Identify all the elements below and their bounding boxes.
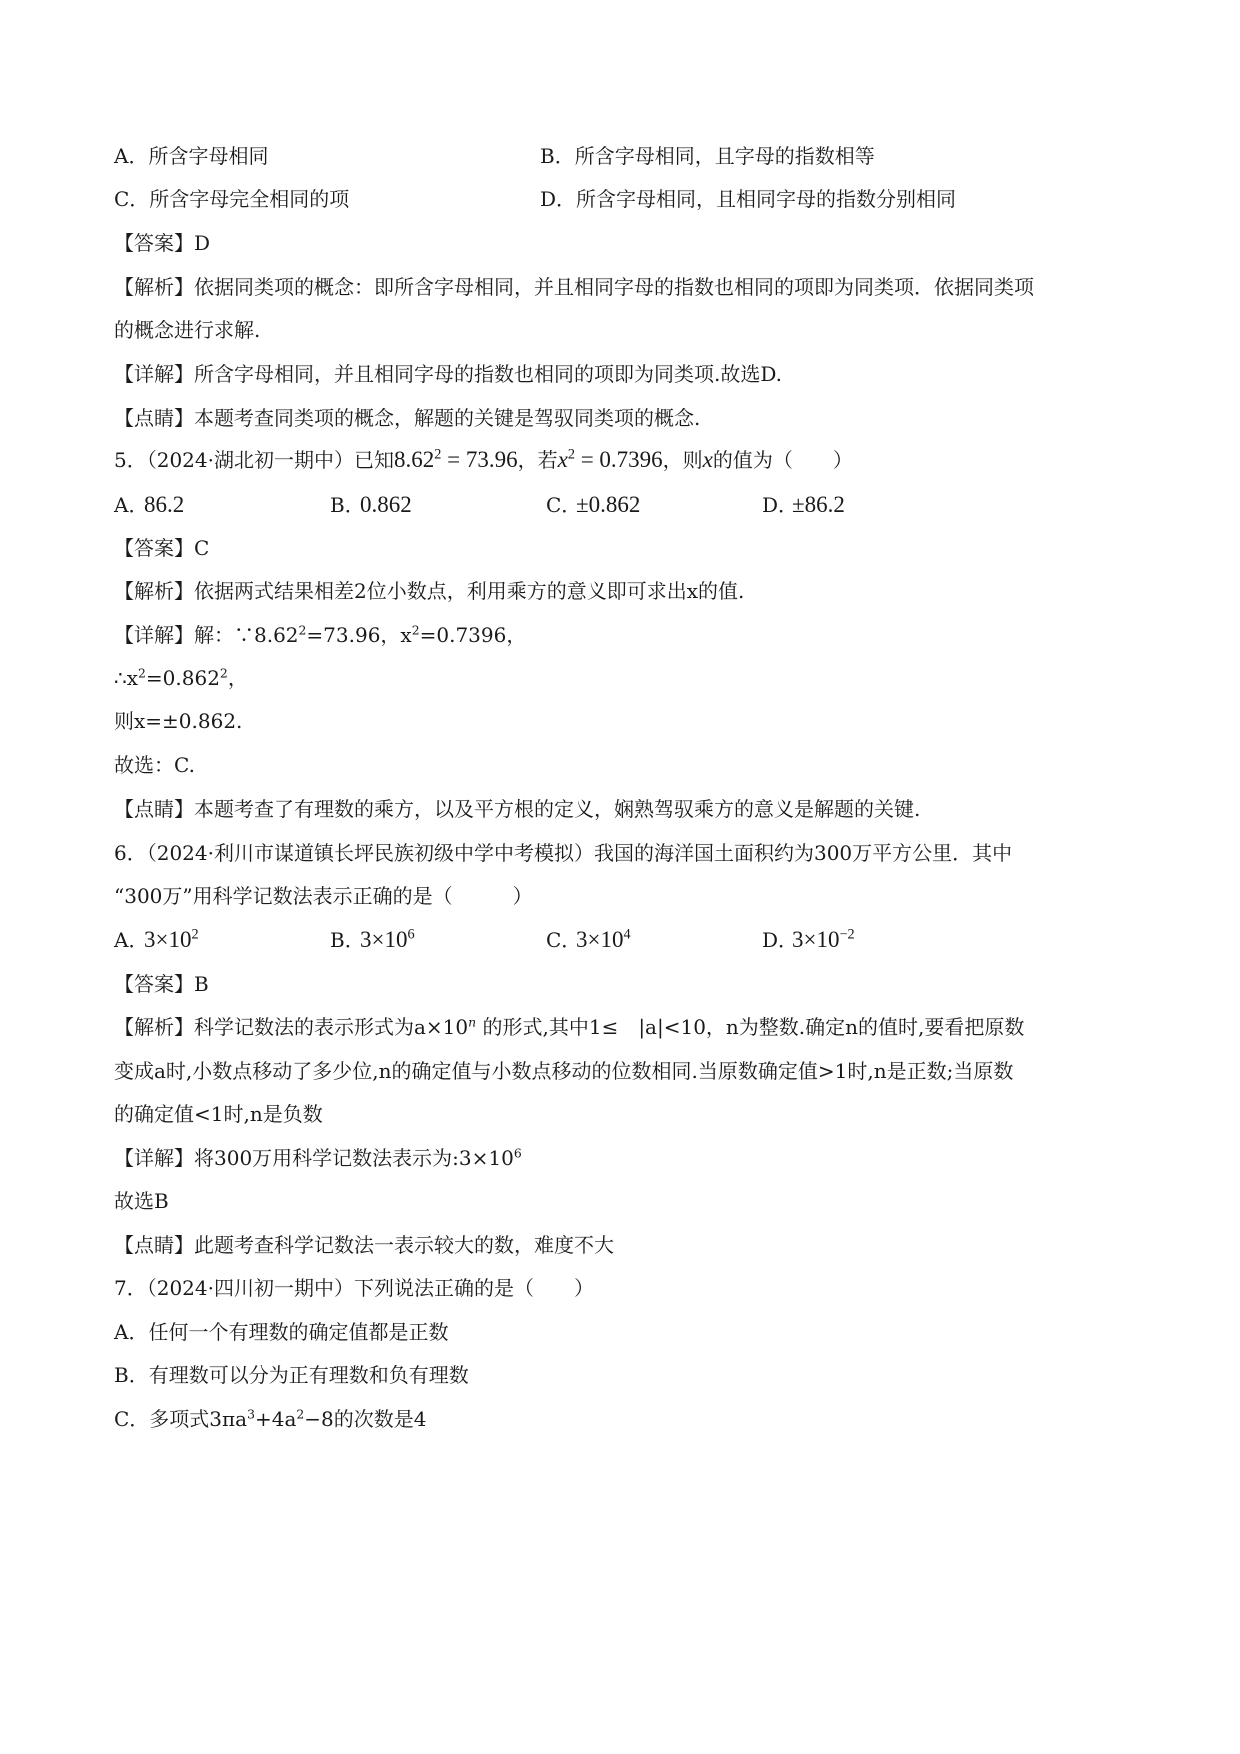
q6-option-c (546, 926, 631, 954)
q5-detail-mid: =73.96，x (306, 623, 412, 647)
q6-option-b-exp: 6 (407, 926, 415, 943)
option-a: A．所含字母相同 (114, 144, 269, 168)
q6-option-d-base: 3×10 (792, 927, 840, 952)
detail: 【详解】所含字母相同，并且相同字母的指数也相同的项即为同类项.故选D. (114, 362, 783, 386)
q6-analysis-exp: n (468, 1014, 477, 1030)
q5-therefore-exp1: 2 (138, 665, 146, 681)
analysis: 【解析】依据同类项的概念：即所含字母相同，并且相同字母的指数也相同的项即为同类项．依据同类项 (114, 275, 1034, 299)
q5-therefore-exp2: 2 (219, 665, 228, 681)
q5-math1-exp: 2 (434, 446, 442, 463)
q6-option-c-base: 3×10 (576, 927, 624, 952)
q5-detail-prefix: 【详解】解：∵8.62 (114, 623, 299, 647)
analysis-cont: 的概念进行求解. (114, 318, 261, 342)
q5-math1-rhs: = 73.96 (441, 447, 518, 472)
q6-option-d-exp: −2 (839, 926, 855, 943)
q5-then: 则x=±0.862. (114, 709, 243, 733)
q5-option-b-letter: B． (330, 493, 365, 517)
q5-math2-rhs: = 0.7396 (574, 447, 663, 472)
q5-math2-exp: 2 (567, 446, 575, 463)
q6-option-d-letter: D． (762, 928, 799, 952)
q5-therefore (114, 664, 248, 692)
q6-option-a-exp: 2 (191, 926, 199, 943)
option-d: D．所含字母相同，且相同字母的指数分别相同 (540, 187, 957, 211)
q5-therefore-prefix: ∴x (114, 666, 139, 690)
q6-detail-exp: 6 (513, 1145, 522, 1161)
option-c: C．所含字母完全相同的项 (114, 187, 350, 211)
q5-option-d (762, 491, 845, 519)
q6-option-a-value (144, 927, 199, 952)
q5-detail (114, 621, 526, 649)
q6-analysis (114, 1013, 1024, 1041)
q5-option-c-value: ±0.862 (576, 492, 641, 517)
q5-detail-tail: =0.7396， (419, 623, 527, 647)
q6-analysis-tail: 的形式,其中1≤ |a|<10，n为整数.确定n的值时,要看把原数 (476, 1015, 1025, 1039)
q5-detail-exp1: 2 (298, 622, 307, 638)
q6-option-b-letter: B． (330, 928, 365, 952)
q7-option-a: A．任何一个有理数的确定值都是正数 (114, 1320, 449, 1344)
q7-option-b: B．有理数可以分为正有理数和负有理数 (114, 1363, 469, 1387)
q6-option-c-letter: C． (546, 928, 582, 952)
q6-answer: 【答案】B (114, 972, 209, 996)
q6-choose: 故选B (114, 1189, 169, 1213)
q5-therefore-tail: ， (227, 666, 248, 690)
q7-option-c-mid: +4a (255, 1407, 297, 1431)
q5-option-a-value: 86.2 (144, 492, 185, 517)
q7-option-c-exp2: 2 (296, 1406, 305, 1422)
q5-option-d-letter: D． (762, 493, 799, 517)
q5-option-a-letter: A． (114, 493, 149, 517)
q6-option-a-letter: A． (114, 928, 149, 952)
q6-option-a-base: 3×10 (144, 927, 192, 952)
q6-analysis-cont: 变成a时,小数点移动了多少位,n的确定值与小数点移动的位数相同.当原数确定值>1时,n是正数;当原数 (114, 1059, 1014, 1083)
q5-option-c-letter: C． (546, 493, 582, 517)
q5-therefore-mid: =0.862 (145, 666, 220, 690)
q6-option-b (330, 926, 415, 954)
option-b: B．所含字母相同，且字母的指数相等 (540, 144, 875, 168)
q7-option-c (114, 1405, 427, 1433)
q5-option-b (330, 491, 412, 519)
question-5-stem (114, 446, 853, 474)
question-6-stem: 6．（2024·利川市谋道镇长坪民族初级中学中考模拟）我国的海洋国土面积约为300万平方公里．其中 (114, 841, 1013, 865)
q5-var-x: x (557, 447, 568, 472)
q5-option-a (114, 491, 184, 519)
answer: 【答案】D (114, 231, 211, 255)
comment: 【点睛】本题考查同类项的概念，解题的关键是驾驭同类项的概念. (114, 406, 701, 430)
q6-option-d (762, 926, 855, 954)
q5-choose: 故选：C. (114, 753, 195, 777)
q6-option-a (114, 926, 199, 954)
q5-math2 (558, 447, 663, 472)
q5-option-b-value: 0.862 (360, 492, 412, 517)
q5-var-x-2: x (702, 447, 713, 472)
q6-analysis-cont-2: 的确定值<1时,n是负数 (114, 1102, 323, 1126)
q6-option-b-value (360, 927, 415, 952)
q5-tail: 的值为（ ） (712, 448, 853, 472)
q7-option-c-tail: −8的次数是4 (304, 1407, 427, 1431)
question-6-stem-cont: “300万”用科学记数法表示正确的是（ ） (114, 884, 533, 908)
q6-option-b-base: 3×10 (360, 927, 408, 952)
q5-mid2: ，则 (662, 448, 703, 472)
q5-prefix: 5．（2024·湖北初一期中）已知 (114, 448, 394, 472)
q5-answer: 【答案】C (114, 536, 210, 560)
q5-option-d-value: ±86.2 (792, 492, 845, 517)
q5-mid: ，若 (517, 448, 558, 472)
q6-comment: 【点睛】此题考查科学记数法一表示较大的数，难度不大 (114, 1233, 614, 1257)
q5-comment: 【点睛】本题考查了有理数的乘方，以及平方根的定义，娴熟驾驭乘方的意义是解题的关键. (114, 797, 921, 821)
q5-option-c (546, 491, 640, 519)
q6-option-d-value (792, 927, 855, 952)
q6-option-c-exp: 4 (623, 926, 631, 943)
q6-analysis-prefix: 【解析】科学记数法的表示形式为a×10 (114, 1015, 469, 1039)
q7-option-c-prefix: C．多项式3πa (114, 1407, 248, 1431)
q6-detail (114, 1144, 522, 1172)
q6-option-c-value (576, 927, 631, 952)
q5-analysis: 【解析】依据两式结果相差2位小数点，利用乘方的意义即可求出x的值. (114, 579, 745, 603)
question-7-stem: 7．（2024·四川初一期中）下列说法正确的是（ ） (114, 1276, 594, 1300)
q6-detail-prefix: 【详解】将300万用科学记数法表示为:3×10 (114, 1146, 514, 1170)
q5-math1 (394, 447, 518, 472)
q5-math1-base: 8.62 (393, 447, 435, 472)
q5-detail-exp2: 2 (411, 622, 420, 638)
q7-option-c-exp1: 3 (247, 1406, 255, 1422)
